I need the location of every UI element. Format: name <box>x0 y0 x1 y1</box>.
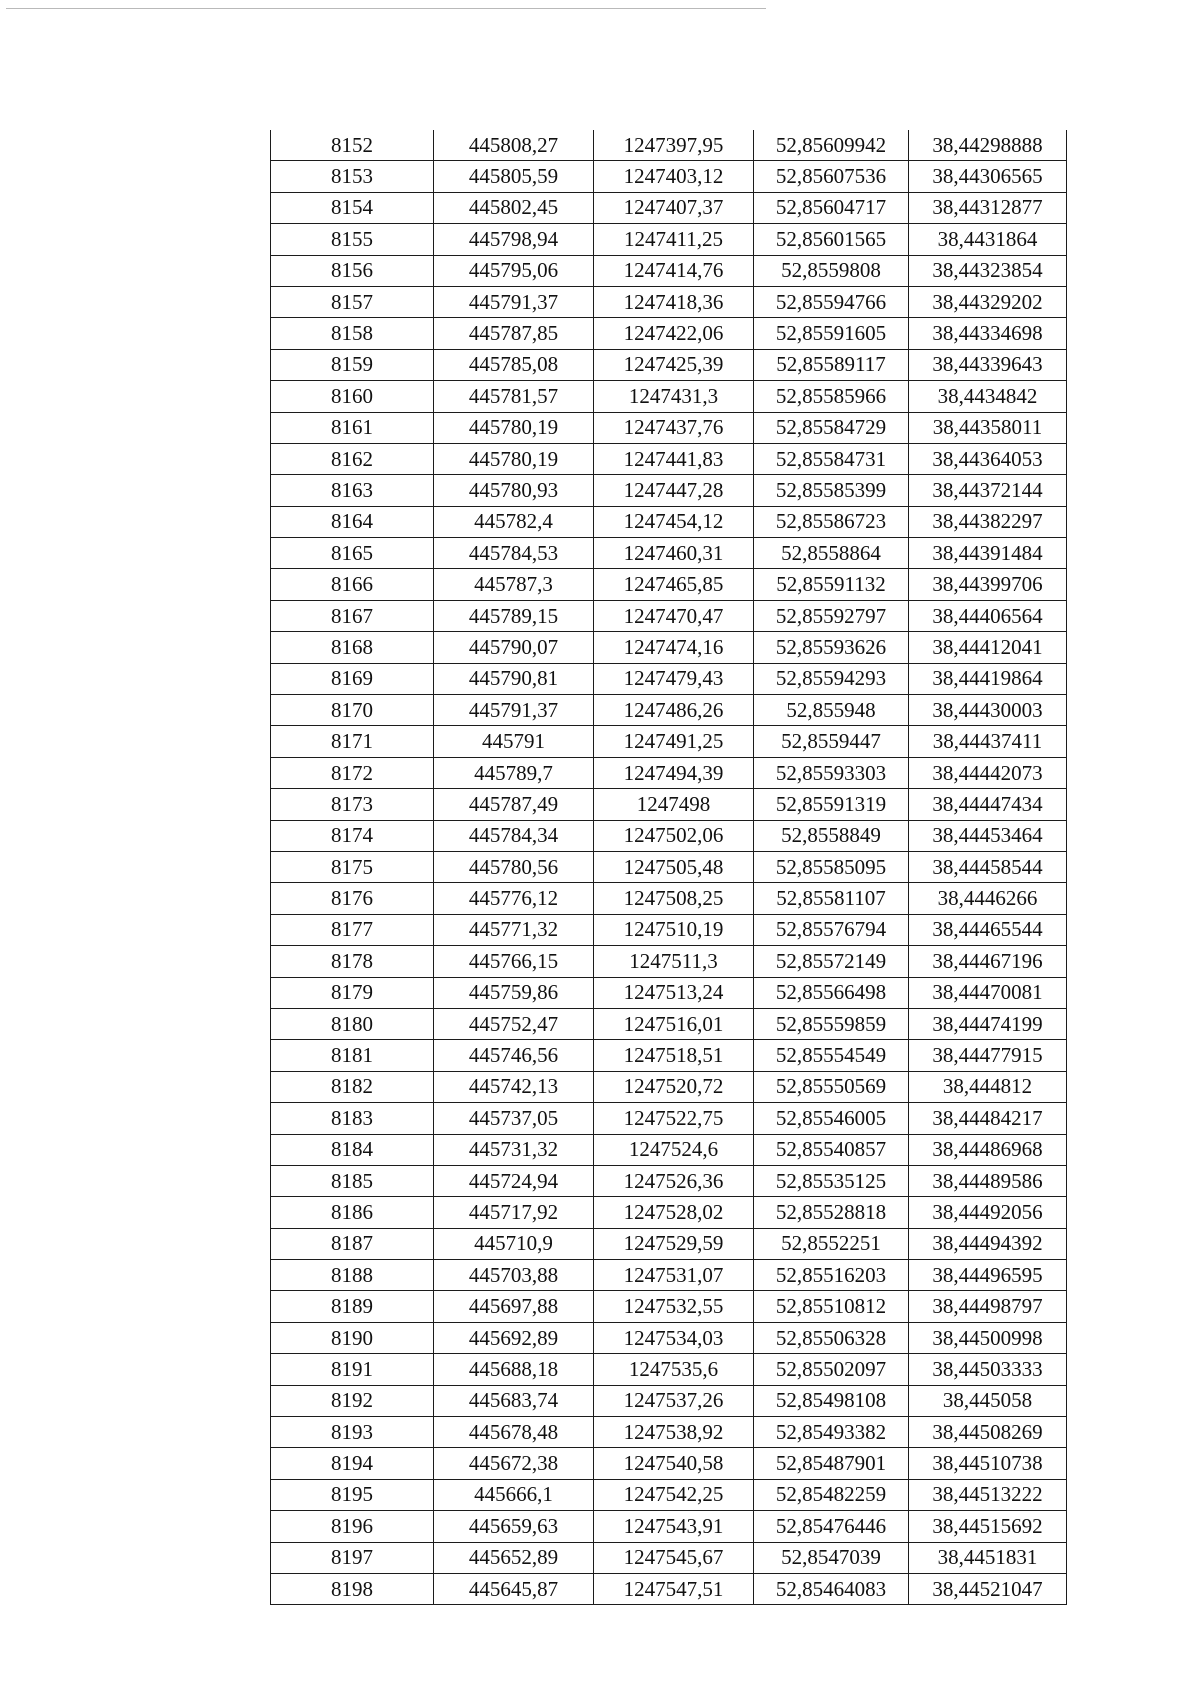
table-row <box>271 1291 1067 1322</box>
point-number-cell: 8197 <box>271 1542 434 1573</box>
y-coordinate-cell: 1247418,36 <box>594 286 754 317</box>
y-coordinate-cell: 1247441,83 <box>594 443 754 474</box>
latitude-cell: 52,85585095 <box>754 851 909 882</box>
point-number-cell: 8186 <box>271 1197 434 1228</box>
y-coordinate-cell: 1247524,6 <box>594 1134 754 1165</box>
point-number-cell: 8178 <box>271 946 434 977</box>
x-coordinate-cell: 445798,94 <box>434 224 594 255</box>
point-number-cell: 8198 <box>271 1573 434 1604</box>
x-coordinate-cell: 445766,15 <box>434 946 594 977</box>
table-row <box>271 1479 1067 1510</box>
point-number-cell: 8160 <box>271 381 434 412</box>
latitude-cell: 52,85487901 <box>754 1448 909 1479</box>
coordinates-table <box>270 130 1067 1605</box>
y-coordinate-cell: 1247520,72 <box>594 1071 754 1102</box>
longitude-cell: 38,4446266 <box>909 883 1067 914</box>
y-coordinate-cell: 1247422,06 <box>594 318 754 349</box>
point-number-cell: 8155 <box>271 224 434 255</box>
table-row <box>271 192 1067 223</box>
y-coordinate-cell: 1247531,07 <box>594 1260 754 1291</box>
y-coordinate-cell: 1247522,75 <box>594 1103 754 1134</box>
coordinates-table-body <box>271 130 1067 1605</box>
longitude-cell: 38,44437411 <box>909 726 1067 757</box>
longitude-cell: 38,44494392 <box>909 1228 1067 1259</box>
y-coordinate-cell: 1247532,55 <box>594 1291 754 1322</box>
point-number-cell: 8184 <box>271 1134 434 1165</box>
table-row <box>271 1448 1067 1479</box>
latitude-cell: 52,8558864 <box>754 538 909 569</box>
point-number-cell: 8192 <box>271 1385 434 1416</box>
x-coordinate-cell: 445791 <box>434 726 594 757</box>
x-coordinate-cell: 445752,47 <box>434 1008 594 1039</box>
latitude-cell: 52,85476446 <box>754 1511 909 1542</box>
y-coordinate-cell: 1247447,28 <box>594 475 754 506</box>
latitude-cell: 52,85540857 <box>754 1134 909 1165</box>
point-number-cell: 8169 <box>271 663 434 694</box>
latitude-cell: 52,85586723 <box>754 506 909 537</box>
table-row <box>271 632 1067 663</box>
table-row <box>271 757 1067 788</box>
x-coordinate-cell: 445678,48 <box>434 1417 594 1448</box>
point-number-cell: 8183 <box>271 1103 434 1134</box>
x-coordinate-cell: 445746,56 <box>434 1040 594 1071</box>
latitude-cell: 52,85572149 <box>754 946 909 977</box>
y-coordinate-cell: 1247486,26 <box>594 695 754 726</box>
point-number-cell: 8180 <box>271 1008 434 1039</box>
longitude-cell: 38,44358011 <box>909 412 1067 443</box>
table-row <box>271 1008 1067 1039</box>
latitude-cell: 52,85584729 <box>754 412 909 443</box>
longitude-cell: 38,44492056 <box>909 1197 1067 1228</box>
longitude-cell: 38,4451831 <box>909 1542 1067 1573</box>
longitude-cell: 38,44399706 <box>909 569 1067 600</box>
longitude-cell: 38,44521047 <box>909 1573 1067 1604</box>
longitude-cell: 38,44508269 <box>909 1417 1067 1448</box>
x-coordinate-cell: 445776,12 <box>434 883 594 914</box>
y-coordinate-cell: 1247516,01 <box>594 1008 754 1039</box>
latitude-cell: 52,85591319 <box>754 789 909 820</box>
table-row <box>271 1542 1067 1573</box>
latitude-cell: 52,85546005 <box>754 1103 909 1134</box>
point-number-cell: 8157 <box>271 286 434 317</box>
latitude-cell: 52,85550569 <box>754 1071 909 1102</box>
x-coordinate-cell: 445692,89 <box>434 1322 594 1353</box>
y-coordinate-cell: 1247491,25 <box>594 726 754 757</box>
table-row <box>271 946 1067 977</box>
table-row <box>271 318 1067 349</box>
latitude-cell: 52,85506328 <box>754 1322 909 1353</box>
latitude-cell: 52,85594766 <box>754 286 909 317</box>
latitude-cell: 52,85604717 <box>754 192 909 223</box>
longitude-cell: 38,44467196 <box>909 946 1067 977</box>
table-row <box>271 1417 1067 1448</box>
y-coordinate-cell: 1247543,91 <box>594 1511 754 1542</box>
latitude-cell: 52,85584731 <box>754 443 909 474</box>
longitude-cell: 38,44470081 <box>909 977 1067 1008</box>
latitude-cell: 52,8558849 <box>754 820 909 851</box>
x-coordinate-cell: 445771,32 <box>434 914 594 945</box>
x-coordinate-cell: 445697,88 <box>434 1291 594 1322</box>
x-coordinate-cell: 445710,9 <box>434 1228 594 1259</box>
table-row <box>271 1385 1067 1416</box>
latitude-cell: 52,85593303 <box>754 757 909 788</box>
y-coordinate-cell: 1247529,59 <box>594 1228 754 1259</box>
y-coordinate-cell: 1247502,06 <box>594 820 754 851</box>
x-coordinate-cell: 445737,05 <box>434 1103 594 1134</box>
latitude-cell: 52,85566498 <box>754 977 909 1008</box>
longitude-cell: 38,44406564 <box>909 600 1067 631</box>
table-row <box>271 161 1067 192</box>
y-coordinate-cell: 1247513,24 <box>594 977 754 1008</box>
table-row <box>271 1071 1067 1102</box>
y-coordinate-cell: 1247537,26 <box>594 1385 754 1416</box>
latitude-cell: 52,85464083 <box>754 1573 909 1604</box>
point-number-cell: 8176 <box>271 883 434 914</box>
table-row <box>271 130 1067 161</box>
x-coordinate-cell: 445787,85 <box>434 318 594 349</box>
point-number-cell: 8193 <box>271 1417 434 1448</box>
longitude-cell: 38,44474199 <box>909 1008 1067 1039</box>
table-row <box>271 1322 1067 1353</box>
longitude-cell: 38,44453464 <box>909 820 1067 851</box>
point-number-cell: 8185 <box>271 1165 434 1196</box>
point-number-cell: 8174 <box>271 820 434 851</box>
longitude-cell: 38,44412041 <box>909 632 1067 663</box>
table-row <box>271 600 1067 631</box>
longitude-cell: 38,44442073 <box>909 757 1067 788</box>
table-row <box>271 726 1067 757</box>
latitude-cell: 52,85581107 <box>754 883 909 914</box>
table-row <box>271 538 1067 569</box>
table-row <box>271 569 1067 600</box>
longitude-cell: 38,44484217 <box>909 1103 1067 1134</box>
y-coordinate-cell: 1247528,02 <box>594 1197 754 1228</box>
table-row <box>271 443 1067 474</box>
latitude-cell: 52,85591605 <box>754 318 909 349</box>
point-number-cell: 8153 <box>271 161 434 192</box>
x-coordinate-cell: 445717,92 <box>434 1197 594 1228</box>
longitude-cell: 38,44382297 <box>909 506 1067 537</box>
point-number-cell: 8177 <box>271 914 434 945</box>
x-coordinate-cell: 445672,38 <box>434 1448 594 1479</box>
point-number-cell: 8194 <box>271 1448 434 1479</box>
latitude-cell: 52,85592797 <box>754 600 909 631</box>
longitude-cell: 38,44458544 <box>909 851 1067 882</box>
table-row <box>271 1165 1067 1196</box>
table-row <box>271 1260 1067 1291</box>
point-number-cell: 8190 <box>271 1322 434 1353</box>
latitude-cell: 52,85576794 <box>754 914 909 945</box>
point-number-cell: 8167 <box>271 600 434 631</box>
latitude-cell: 52,85510812 <box>754 1291 909 1322</box>
latitude-cell: 52,85516203 <box>754 1260 909 1291</box>
y-coordinate-cell: 1247511,3 <box>594 946 754 977</box>
y-coordinate-cell: 1247518,51 <box>594 1040 754 1071</box>
table-row <box>271 1511 1067 1542</box>
longitude-cell: 38,44372144 <box>909 475 1067 506</box>
x-coordinate-cell: 445791,37 <box>434 695 594 726</box>
point-number-cell: 8161 <box>271 412 434 443</box>
longitude-cell: 38,44364053 <box>909 443 1067 474</box>
longitude-cell: 38,44498797 <box>909 1291 1067 1322</box>
y-coordinate-cell: 1247508,25 <box>594 883 754 914</box>
x-coordinate-cell: 445780,19 <box>434 443 594 474</box>
longitude-cell: 38,44339643 <box>909 349 1067 380</box>
table-row <box>271 883 1067 914</box>
table-row <box>271 1040 1067 1071</box>
x-coordinate-cell: 445790,81 <box>434 663 594 694</box>
x-coordinate-cell: 445790,07 <box>434 632 594 663</box>
latitude-cell: 52,855948 <box>754 695 909 726</box>
table-row <box>271 475 1067 506</box>
point-number-cell: 8158 <box>271 318 434 349</box>
longitude-cell: 38,44486968 <box>909 1134 1067 1165</box>
point-number-cell: 8172 <box>271 757 434 788</box>
longitude-cell: 38,44513222 <box>909 1479 1067 1510</box>
y-coordinate-cell: 1247414,76 <box>594 255 754 286</box>
table-row <box>271 851 1067 882</box>
longitude-cell: 38,44312877 <box>909 192 1067 223</box>
table-row <box>271 1573 1067 1604</box>
x-coordinate-cell: 445784,34 <box>434 820 594 851</box>
y-coordinate-cell: 1247411,25 <box>594 224 754 255</box>
point-number-cell: 8170 <box>271 695 434 726</box>
table-row <box>271 412 1067 443</box>
table-row <box>271 349 1067 380</box>
table-row <box>271 1134 1067 1165</box>
point-number-cell: 8181 <box>271 1040 434 1071</box>
latitude-cell: 52,85591132 <box>754 569 909 600</box>
y-coordinate-cell: 1247403,12 <box>594 161 754 192</box>
longitude-cell: 38,44391484 <box>909 538 1067 569</box>
y-coordinate-cell: 1247535,6 <box>594 1354 754 1385</box>
longitude-cell: 38,444812 <box>909 1071 1067 1102</box>
latitude-cell: 52,8552251 <box>754 1228 909 1259</box>
latitude-cell: 52,85585399 <box>754 475 909 506</box>
longitude-cell: 38,44419864 <box>909 663 1067 694</box>
x-coordinate-cell: 445659,63 <box>434 1511 594 1542</box>
x-coordinate-cell: 445731,32 <box>434 1134 594 1165</box>
x-coordinate-cell: 445808,27 <box>434 130 594 161</box>
point-number-cell: 8163 <box>271 475 434 506</box>
x-coordinate-cell: 445780,93 <box>434 475 594 506</box>
longitude-cell: 38,44334698 <box>909 318 1067 349</box>
latitude-cell: 52,85493382 <box>754 1417 909 1448</box>
longitude-cell: 38,44298888 <box>909 130 1067 161</box>
longitude-cell: 38,44329202 <box>909 286 1067 317</box>
latitude-cell: 52,85559859 <box>754 1008 909 1039</box>
latitude-cell: 52,85609942 <box>754 130 909 161</box>
table-row <box>271 255 1067 286</box>
longitude-cell: 38,44510738 <box>909 1448 1067 1479</box>
latitude-cell: 52,8547039 <box>754 1542 909 1573</box>
x-coordinate-cell: 445785,08 <box>434 349 594 380</box>
x-coordinate-cell: 445742,13 <box>434 1071 594 1102</box>
point-number-cell: 8173 <box>271 789 434 820</box>
point-number-cell: 8187 <box>271 1228 434 1259</box>
y-coordinate-cell: 1247465,85 <box>594 569 754 600</box>
x-coordinate-cell: 445781,57 <box>434 381 594 412</box>
table-row <box>271 977 1067 1008</box>
latitude-cell: 52,85535125 <box>754 1165 909 1196</box>
y-coordinate-cell: 1247460,31 <box>594 538 754 569</box>
table-row <box>271 224 1067 255</box>
latitude-cell: 52,85528818 <box>754 1197 909 1228</box>
longitude-cell: 38,44306565 <box>909 161 1067 192</box>
y-coordinate-cell: 1247470,47 <box>594 600 754 631</box>
longitude-cell: 38,44430003 <box>909 695 1067 726</box>
y-coordinate-cell: 1247397,95 <box>594 130 754 161</box>
latitude-cell: 52,85593626 <box>754 632 909 663</box>
longitude-cell: 38,44465544 <box>909 914 1067 945</box>
y-coordinate-cell: 1247407,37 <box>594 192 754 223</box>
table-row <box>271 820 1067 851</box>
point-number-cell: 8189 <box>271 1291 434 1322</box>
y-coordinate-cell: 1247454,12 <box>594 506 754 537</box>
point-number-cell: 8195 <box>271 1479 434 1510</box>
point-number-cell: 8165 <box>271 538 434 569</box>
table-row <box>271 506 1067 537</box>
longitude-cell: 38,44489586 <box>909 1165 1067 1196</box>
latitude-cell: 52,85502097 <box>754 1354 909 1385</box>
point-number-cell: 8182 <box>271 1071 434 1102</box>
latitude-cell: 52,85585966 <box>754 381 909 412</box>
point-number-cell: 8191 <box>271 1354 434 1385</box>
point-number-cell: 8196 <box>271 1511 434 1542</box>
x-coordinate-cell: 445759,86 <box>434 977 594 1008</box>
x-coordinate-cell: 445795,06 <box>434 255 594 286</box>
x-coordinate-cell: 445780,19 <box>434 412 594 443</box>
table-row <box>271 695 1067 726</box>
latitude-cell: 52,85482259 <box>754 1479 909 1510</box>
latitude-cell: 52,85594293 <box>754 663 909 694</box>
point-number-cell: 8162 <box>271 443 434 474</box>
x-coordinate-cell: 445787,49 <box>434 789 594 820</box>
table-row <box>271 1103 1067 1134</box>
y-coordinate-cell: 1247425,39 <box>594 349 754 380</box>
table-row <box>271 1354 1067 1385</box>
y-coordinate-cell: 1247526,36 <box>594 1165 754 1196</box>
point-number-cell: 8154 <box>271 192 434 223</box>
point-number-cell: 8175 <box>271 851 434 882</box>
x-coordinate-cell: 445666,1 <box>434 1479 594 1510</box>
table-row <box>271 286 1067 317</box>
x-coordinate-cell: 445805,59 <box>434 161 594 192</box>
y-coordinate-cell: 1247542,25 <box>594 1479 754 1510</box>
x-coordinate-cell: 445782,4 <box>434 506 594 537</box>
y-coordinate-cell: 1247474,16 <box>594 632 754 663</box>
x-coordinate-cell: 445645,87 <box>434 1573 594 1604</box>
longitude-cell: 38,44477915 <box>909 1040 1067 1071</box>
point-number-cell: 8164 <box>271 506 434 537</box>
y-coordinate-cell: 1247510,19 <box>594 914 754 945</box>
table-row <box>271 789 1067 820</box>
x-coordinate-cell: 445724,94 <box>434 1165 594 1196</box>
longitude-cell: 38,44515692 <box>909 1511 1067 1542</box>
x-coordinate-cell: 445789,7 <box>434 757 594 788</box>
y-coordinate-cell: 1247479,43 <box>594 663 754 694</box>
y-coordinate-cell: 1247437,76 <box>594 412 754 443</box>
table-row <box>271 1228 1067 1259</box>
point-number-cell: 8166 <box>271 569 434 600</box>
point-number-cell: 8159 <box>271 349 434 380</box>
x-coordinate-cell: 445789,15 <box>434 600 594 631</box>
x-coordinate-cell: 445688,18 <box>434 1354 594 1385</box>
latitude-cell: 52,85498108 <box>754 1385 909 1416</box>
point-number-cell: 8168 <box>271 632 434 663</box>
longitude-cell: 38,4434842 <box>909 381 1067 412</box>
latitude-cell: 52,8559447 <box>754 726 909 757</box>
point-number-cell: 8152 <box>271 130 434 161</box>
x-coordinate-cell: 445802,45 <box>434 192 594 223</box>
y-coordinate-cell: 1247431,3 <box>594 381 754 412</box>
table-row <box>271 914 1067 945</box>
y-coordinate-cell: 1247498 <box>594 789 754 820</box>
longitude-cell: 38,44323854 <box>909 255 1067 286</box>
x-coordinate-cell: 445652,89 <box>434 1542 594 1573</box>
longitude-cell: 38,44503333 <box>909 1354 1067 1385</box>
longitude-cell: 38,44447434 <box>909 789 1067 820</box>
x-coordinate-cell: 445683,74 <box>434 1385 594 1416</box>
y-coordinate-cell: 1247505,48 <box>594 851 754 882</box>
table-row <box>271 663 1067 694</box>
y-coordinate-cell: 1247540,58 <box>594 1448 754 1479</box>
latitude-cell: 52,85589117 <box>754 349 909 380</box>
longitude-cell: 38,4431864 <box>909 224 1067 255</box>
x-coordinate-cell: 445791,37 <box>434 286 594 317</box>
latitude-cell: 52,85607536 <box>754 161 909 192</box>
latitude-cell: 52,8559808 <box>754 255 909 286</box>
y-coordinate-cell: 1247538,92 <box>594 1417 754 1448</box>
table-row <box>271 1197 1067 1228</box>
y-coordinate-cell: 1247547,51 <box>594 1573 754 1604</box>
scan-edge-line <box>6 8 766 9</box>
y-coordinate-cell: 1247534,03 <box>594 1322 754 1353</box>
table-row <box>271 381 1067 412</box>
point-number-cell: 8188 <box>271 1260 434 1291</box>
latitude-cell: 52,85601565 <box>754 224 909 255</box>
x-coordinate-cell: 445784,53 <box>434 538 594 569</box>
longitude-cell: 38,44500998 <box>909 1322 1067 1353</box>
y-coordinate-cell: 1247494,39 <box>594 757 754 788</box>
point-number-cell: 8179 <box>271 977 434 1008</box>
x-coordinate-cell: 445780,56 <box>434 851 594 882</box>
x-coordinate-cell: 445787,3 <box>434 569 594 600</box>
longitude-cell: 38,44496595 <box>909 1260 1067 1291</box>
longitude-cell: 38,445058 <box>909 1385 1067 1416</box>
latitude-cell: 52,85554549 <box>754 1040 909 1071</box>
y-coordinate-cell: 1247545,67 <box>594 1542 754 1573</box>
point-number-cell: 8156 <box>271 255 434 286</box>
point-number-cell: 8171 <box>271 726 434 757</box>
x-coordinate-cell: 445703,88 <box>434 1260 594 1291</box>
